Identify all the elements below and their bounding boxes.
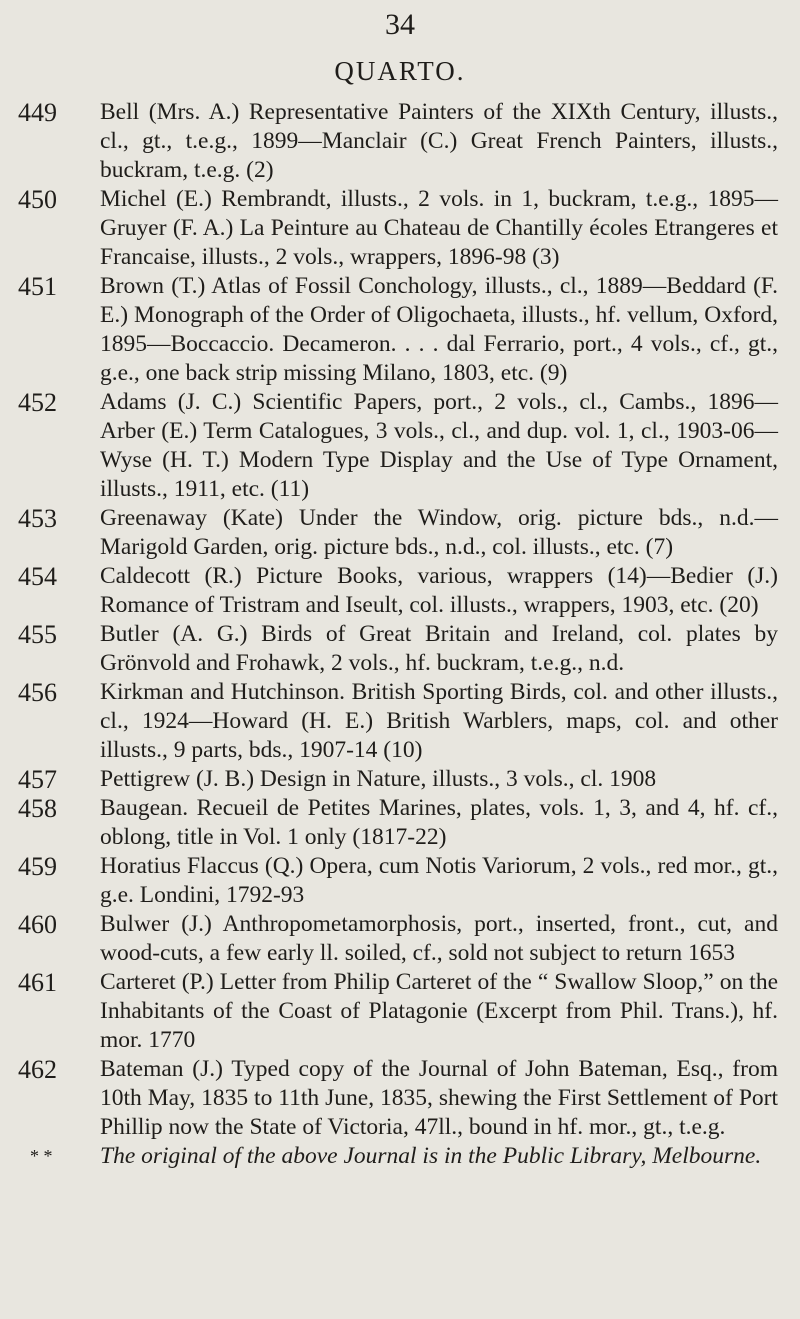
lot-entry bbox=[0, 185, 800, 272]
lot-description: Caldecott (R.) Picture Books, various, wrappers (14)—Bedier (J.) Romance of Tristram and Iseult, col. illusts., wrappers, 1903, etc. (20) bbox=[100, 563, 778, 618]
lot-number: 452 bbox=[18, 388, 57, 417]
lot-number: 460 bbox=[18, 910, 57, 939]
footnote bbox=[0, 1142, 800, 1171]
lot-number: 454 bbox=[18, 562, 57, 591]
asterism-mark: * * bbox=[30, 1146, 53, 1166]
lot-description: Greenaway (Kate) Under the Window, orig. picture bds., n.d.—Marigold Garden, orig. picture bds., n.d., col. illusts., etc. (7) bbox=[100, 505, 778, 560]
lot-entry bbox=[0, 504, 800, 562]
section-title: QUARTO. bbox=[334, 56, 466, 86]
lot-number: 455 bbox=[18, 620, 57, 649]
lot-description: Brown (T.) Atlas of Fossil Conchology, illusts., cl., 1889—Beddard (F. E.) Monograph of the Order of Oligochaeta, illusts., hf. vellum, Oxford, 1895—Boccaccio. Decameron. . . . dal Ferrario, port., 4 vols., cf., gt., g.e., one back strip missing Milano, 1803, etc. (9) bbox=[100, 273, 778, 386]
lot-number: 461 bbox=[18, 968, 57, 997]
lot-entry bbox=[0, 562, 800, 620]
footnote-text: The original of the above Journal is in the Public Library, Melbourne. bbox=[100, 1143, 762, 1169]
lot-description: Michel (E.) Rembrandt, illusts., 2 vols. in 1, buckram, t.e.g., 1895—Gruyer (F. A.) La Peinture au Chateau de Chantilly écoles Etrangeres et Francaise, illusts., 2 vols., wrappers, 1896-98 (3) bbox=[100, 186, 778, 270]
lot-entry bbox=[0, 388, 800, 504]
lot-entry bbox=[0, 852, 800, 910]
lot-entry bbox=[0, 620, 800, 678]
lot-entry bbox=[0, 678, 800, 765]
lot-entry bbox=[0, 910, 800, 968]
lot-number: 456 bbox=[18, 678, 57, 707]
lot-entry bbox=[0, 98, 800, 185]
lot-entry bbox=[0, 272, 800, 388]
lot-number: 458 bbox=[18, 794, 57, 823]
lot-description: Adams (J. C.) Scientific Papers, port., 2 vols., cl., Cambs., 1896—Arber (E.) Term Catalogues, 3 vols., cl., and dup. vol. 1, cl., 1903-06—Wyse (H. T.) Modern Type Display and the Use of Type Ornament, illusts., 1911, etc. (11) bbox=[100, 389, 778, 502]
lot-description: Kirkman and Hutchinson. British Sporting Birds, col. and other illusts., cl., 1924—Howard (H. E.) British Warblers, maps, col. and other illusts., 9 parts, bds., 1907-14 (10) bbox=[100, 679, 778, 763]
lot-number: 457 bbox=[18, 765, 57, 794]
lot-description: Bateman (J.) Typed copy of the Journal of John Bateman, Esq., from 10th May, 1835 to 11th June, 1835, shewing the First Settlement of Port Phillip now the State of Victoria, 47ll., bound in hf. mor., gt., t.e.g. bbox=[100, 1056, 778, 1140]
lot-description: Baugean. Recueil de Petites Marines, plates, vols. 1, 3, and 4, hf. cf., oblong, title in Vol. 1 only (1817-22) bbox=[100, 795, 778, 850]
lot-number: 451 bbox=[18, 272, 57, 301]
lot-entry bbox=[0, 968, 800, 1055]
lot-entry bbox=[0, 794, 800, 852]
lot-entry bbox=[0, 1055, 800, 1142]
lot-description: Horatius Flaccus (Q.) Opera, cum Notis Variorum, 2 vols., red mor., gt., g.e. Londini, 1792-93 bbox=[100, 853, 778, 908]
lot-entry bbox=[0, 765, 800, 794]
lot-description: Pettigrew (J. B.) Design in Nature, illusts., 3 vols., cl. 1908 bbox=[100, 766, 657, 792]
lot-description: Bell (Mrs. A.) Representative Painters of the XIXth Century, illusts., cl., gt., t.e.g., 1899—Manclair (C.) Great French Painters, illusts., buckram, t.e.g. (2) bbox=[100, 99, 778, 183]
lot-number: 453 bbox=[18, 504, 57, 533]
page-number: 34 bbox=[385, 8, 415, 41]
lot-description: Bulwer (J.) Anthropometamorphosis, port., inserted, front., cut, and wood-cuts, a few early ll. soiled, cf., sold not subject to return 1653 bbox=[100, 911, 778, 966]
lot-description: Butler (A. G.) Birds of Great Britain and Ireland, col. plates by Grönvold and Frohawk, 2 vols., hf. buckram, t.e.g., n.d. bbox=[100, 621, 778, 676]
lot-number: 462 bbox=[18, 1055, 57, 1084]
lot-number: 459 bbox=[18, 852, 57, 881]
lot-number: 450 bbox=[18, 185, 57, 214]
lot-description: Carteret (P.) Letter from Philip Carteret of the “ Swallow Sloop,” on the Inhabitants of the Coast of Platagonie (Excerpt from Phil. Trans.), hf. mor. 1770 bbox=[100, 969, 778, 1053]
lot-list bbox=[0, 98, 800, 1171]
lot-number: 449 bbox=[18, 98, 57, 127]
